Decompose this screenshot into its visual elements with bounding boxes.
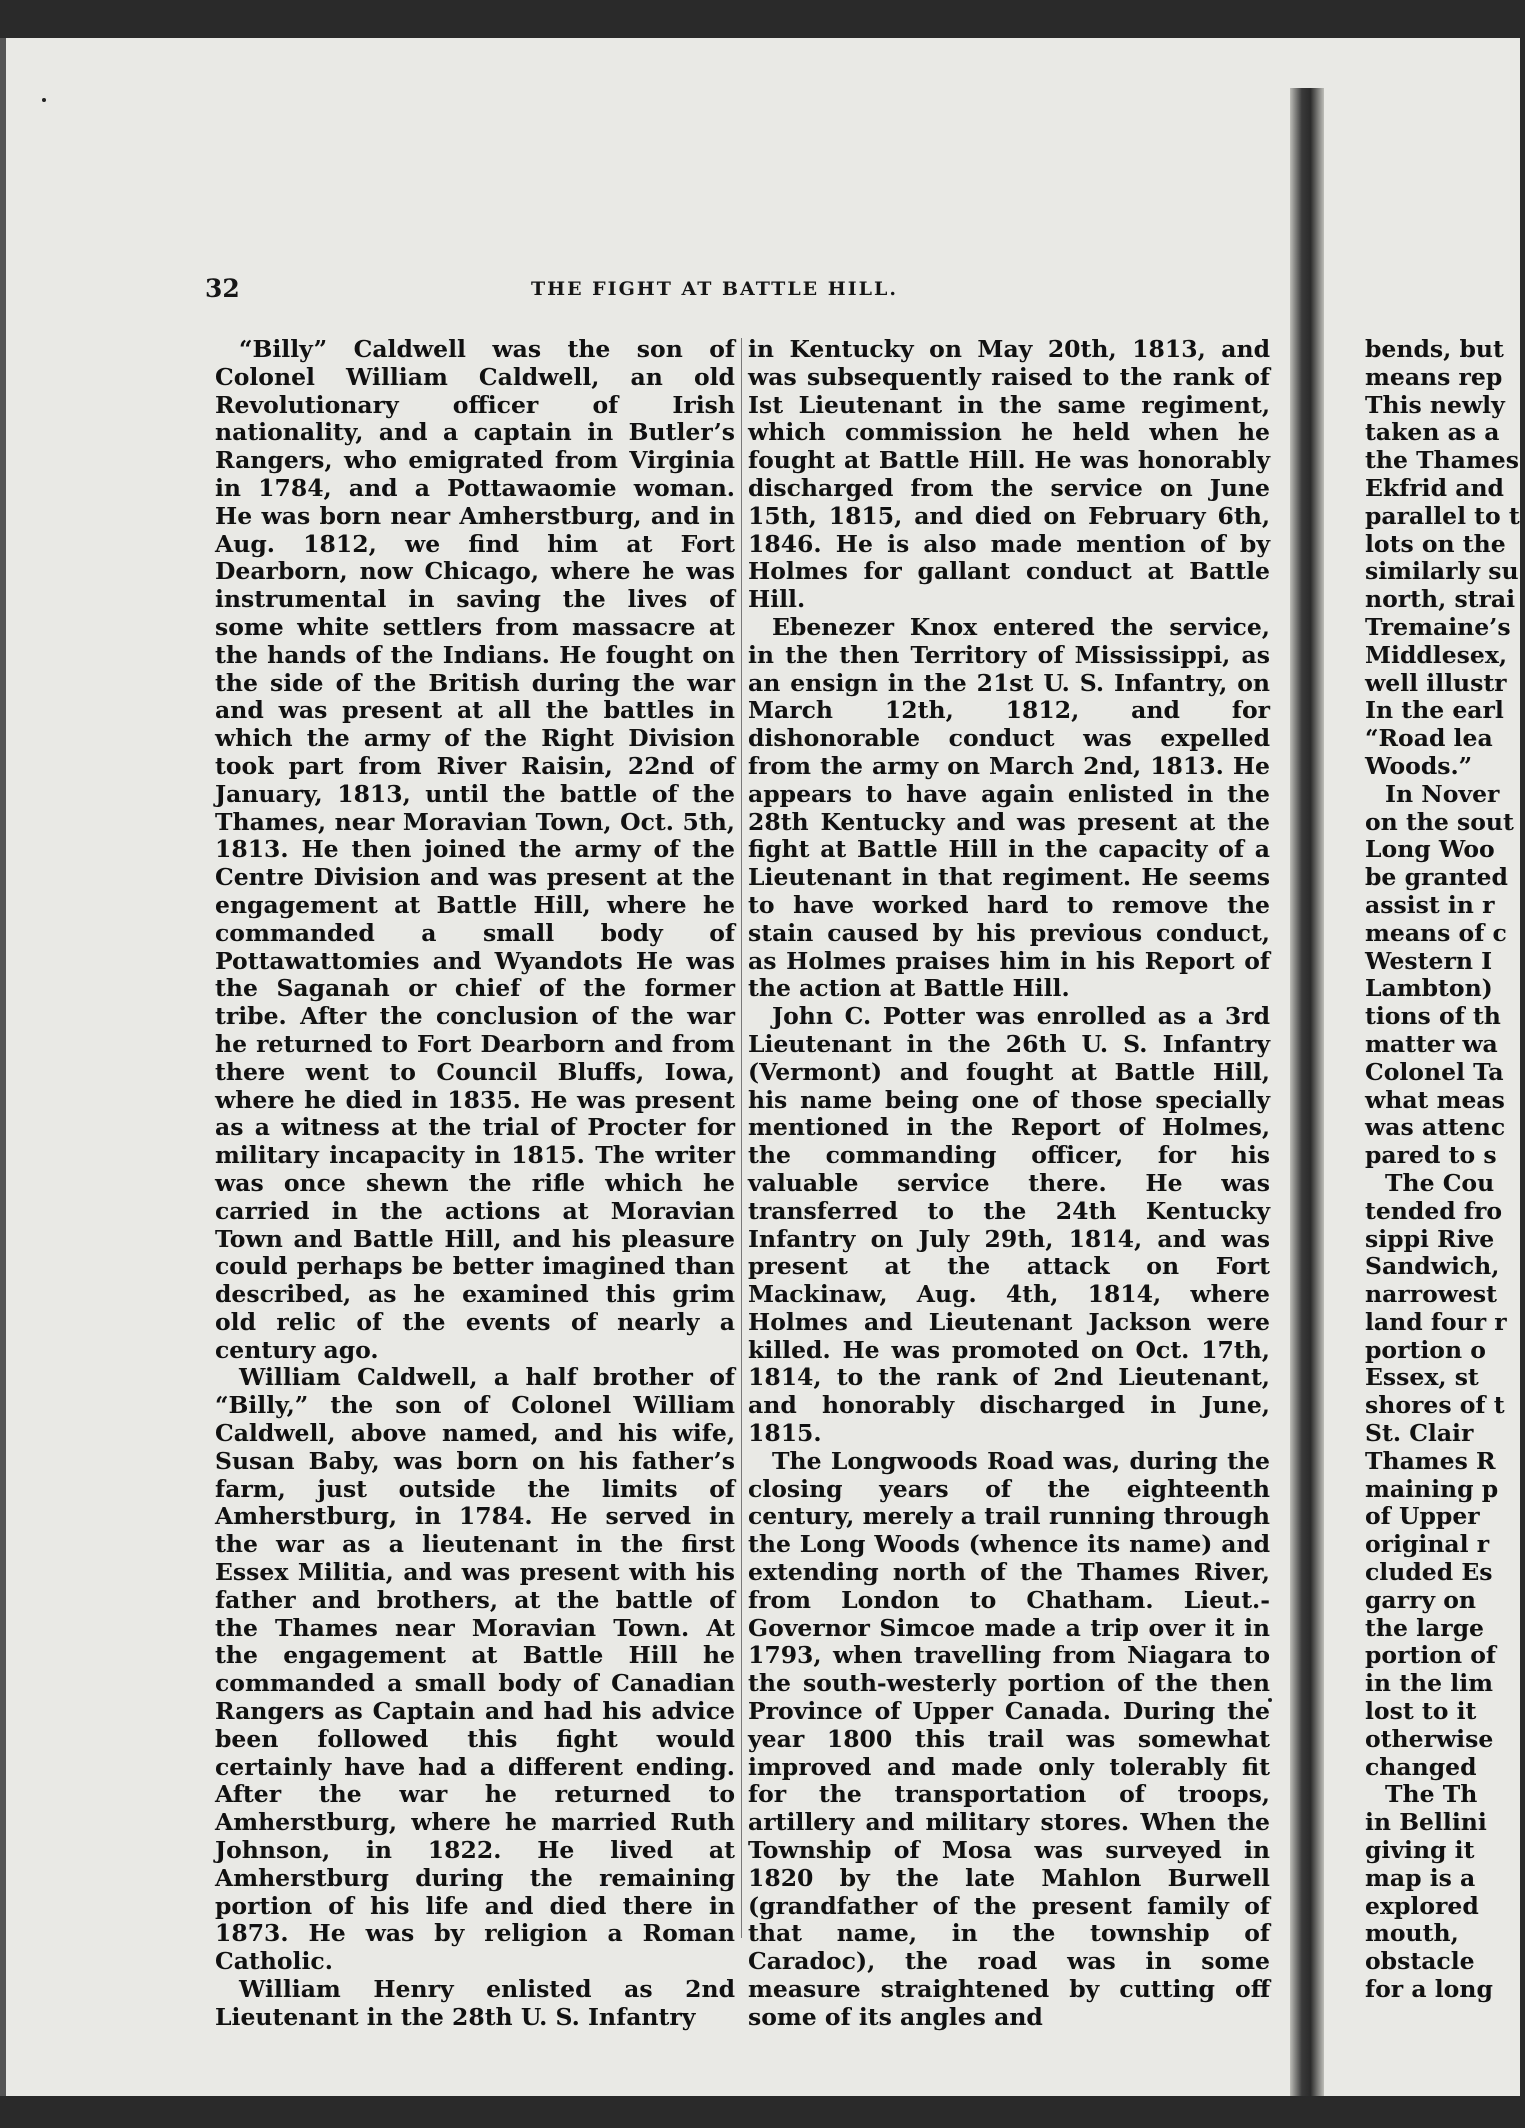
text-line-fragment: Colonel Ta xyxy=(1365,1057,1504,1086)
text-line-fragment: In Nover xyxy=(1385,779,1500,808)
scanned-page xyxy=(0,38,1520,2096)
text-line-fragment: Middlesex, xyxy=(1365,640,1508,669)
middle-column xyxy=(748,335,1270,2031)
text-line-fragment: shores of t xyxy=(1365,1391,1505,1420)
text-line-fragment: map is a xyxy=(1365,1863,1476,1892)
text-line-fragment: assist in r xyxy=(1365,890,1495,919)
text-line-fragment: tions of th xyxy=(1365,1002,1501,1031)
scan-speck xyxy=(42,98,46,102)
paragraph: “Billy” Caldwell was the son of Colonel William Caldwell, an old Revolutionary officer of Irish nationality, and a captain in Butler’s Rangers, who emigrated from Virginia in 1784, and a Pottawaomie woman. He was born near Amherstburg, and in Aug. 1812, we find him at Fort Dearborn, now Chicago, where he was instrumental in saving the lives of some white settlers from massacre at the hands of the Indians. He fought on the side of the British during the war and was present at all the battles in which the army of the Right Division took part from River Raisin, 22nd of January, 1813, until the battle of the Thames, near Moravian Town, Oct. 5th, 1813. He then joined the army of the Centre Division and was present at the engagement at Battle Hill, where he commanded a small body of Pottawattomies and Wyandots He was the Saganah or chief of the former tribe. After the conclusion of the war he returned to Fort Dearborn and from there went to Council Bluffs, Iowa, where he died in 1835. He was present as a witness at the trial of Procter for military incapacity in 1815. The writer was once shewn the rifle which he carried in the actions at Moravian Town and Battle Hill, and his pleasure could perhaps be better imagined than described, as he examined this grim old relic of the events of nearly a century ago. xyxy=(215,335,735,1364)
text-line-fragment: lots on the xyxy=(1365,529,1506,558)
text-line-fragment: maining p xyxy=(1365,1474,1499,1503)
paragraph: William Henry enlisted as 2nd Lieutenant in the 28th U. S. Infantry xyxy=(215,1975,735,2031)
text-line-fragment: changed xyxy=(1365,1752,1477,1781)
text-line-fragment: pared to s xyxy=(1365,1141,1497,1170)
text-line-fragment: the Thames xyxy=(1365,446,1519,475)
text-line-fragment: north, strai xyxy=(1365,585,1516,614)
text-line-fragment: lost to it xyxy=(1365,1697,1477,1726)
text-line-fragment: the large xyxy=(1365,1613,1484,1642)
book-spine xyxy=(1290,88,1324,2096)
page-header xyxy=(205,266,1265,306)
text-line-fragment: St. Clair xyxy=(1365,1419,1474,1448)
text-line-fragment: portion o xyxy=(1365,1335,1486,1364)
text-line-fragment: portion of xyxy=(1365,1641,1496,1670)
text-line-fragment: well illustr xyxy=(1365,668,1507,697)
text-line-fragment: Ekfrid and xyxy=(1365,473,1504,502)
text-line-fragment: in Bellini xyxy=(1365,1808,1487,1837)
right-column-fragment xyxy=(1365,335,1525,2004)
text-line-fragment: Lambton) xyxy=(1365,974,1493,1003)
text-line-fragment: bends, but xyxy=(1365,335,1504,363)
text-line-fragment: for a long xyxy=(1365,1975,1493,2004)
text-line-fragment: what meas xyxy=(1365,1085,1505,1114)
text-line-fragment: of Upper xyxy=(1365,1502,1480,1531)
text-line-fragment: sippi Rive xyxy=(1365,1224,1495,1253)
text-line-fragment: otherwise xyxy=(1365,1724,1494,1753)
paragraph: The Longwoods Road was, during the closing years of the eighteenth century, merely a trail running through the Long Woods (whence its name) and extending north of the Thames River, from London to Chatham. Lieut.-Governor Simcoe made a trip over it in 1793, when travelling from Niagara to the south-westerly portion of the then Province of Upper Canada. During the year 1800 this trail was somewhat improved and made only tolerably fit for the transportation of troops, artillery and military stores. When the Township of Mosa was surveyed in 1820 by the late Mahlon Burwell (grandfather of the present family of that name, in the township of Caradoc), the road was in some measure straightened by cutting off some of its angles and xyxy=(748,1446,1270,2031)
page-edge xyxy=(0,38,6,2096)
text-line-fragment: In the earl xyxy=(1365,696,1504,725)
text-line-fragment: narrowest xyxy=(1365,1280,1498,1309)
text-line-fragment: similarly su xyxy=(1365,557,1519,586)
text-line-fragment: Thames R xyxy=(1365,1446,1496,1475)
text-line-fragment: The Cou xyxy=(1385,1168,1495,1197)
left-column xyxy=(215,335,735,2031)
text-line-fragment: Long Woo xyxy=(1365,835,1495,864)
text-line-fragment: in the lim xyxy=(1365,1669,1493,1698)
paragraph: William Caldwell, a half brother of “Billy,” the son of Colonel William Caldwell, above named, and his wife, Susan Baby, was born on his father’s farm, just outside the limits of Amherstburg, in 1784. He served in the war as a lieutenant in the first Essex Militia, and was present with his father and brothers, at the battle of the Thames near Moravian Town. At the engagement at Battle Hill he commanded a small body of Canadian Rangers as Captain and had his advice been followed this fight would certainly have had a different ending. After the war he returned to Amherstburg, where he married Ruth Johnson, in 1822. He lived at Amherstburg during the remaining portion of his life and died there in 1873. He was by religion a Roman Catholic. xyxy=(215,1363,735,1976)
text-line-fragment: was attenc xyxy=(1365,1113,1506,1142)
text-line-fragment: Sandwich, xyxy=(1365,1252,1500,1281)
text-line-fragment: taken as a xyxy=(1365,418,1500,447)
text-line-fragment: Woods.” xyxy=(1365,751,1473,780)
page-number: 32 xyxy=(205,274,240,303)
text-line-fragment: Essex, st xyxy=(1365,1363,1479,1392)
text-line-fragment: Tremaine’s xyxy=(1365,612,1511,641)
text-line-fragment: The Th xyxy=(1385,1780,1478,1809)
text-line-fragment: This newly xyxy=(1365,390,1505,419)
text-line-fragment: “Road lea xyxy=(1365,724,1493,753)
text-line-fragment: be granted xyxy=(1365,863,1508,892)
paragraph: in Kentucky on May 20th, 1813, and was subsequently raised to the rank of Ist Lieutenant in the same regiment, which commission he held when he fought at Battle Hill. He was honorably discharged from the service on June 15th, 1815, and died on February 6th, 1846. He is also made mention of by Holmes for gallant conduct at Battle Hill. xyxy=(748,335,1270,614)
running-title: THE FIGHT AT BATTLE HILL. xyxy=(531,278,898,300)
text-line-fragment: land four r xyxy=(1365,1307,1507,1336)
text-line-fragment: original r xyxy=(1365,1530,1490,1559)
text-line-fragment: parallel to t xyxy=(1365,501,1520,530)
text-line-fragment: on the sout xyxy=(1365,807,1514,836)
text-line-fragment: garry on xyxy=(1365,1585,1477,1614)
text-line-fragment: tended fro xyxy=(1365,1196,1503,1225)
text-line-fragment: obstacle xyxy=(1365,1947,1475,1976)
text-line-fragment: means rep xyxy=(1365,362,1503,391)
text-line-fragment: cluded Es xyxy=(1365,1558,1493,1587)
text-line-fragment: giving it xyxy=(1365,1836,1475,1865)
paragraph: Ebenezer Knox entered the service, in the then Territory of Mississippi, as an ensign in the 21st U. S. Infantry, on March 12th, 1812, and for dishonorable conduct was expelled from the army on March 2nd, 1813. He appears to have again enlisted in the 28th Kentucky and was present at the fight at Battle Hill in the capacity of a Lieutenant in that regiment. He seems to have worked hard to remove the stain caused by his previous conduct, as Holmes praises him in his Report of the action at Battle Hill. xyxy=(748,612,1270,1003)
text-line-fragment: mouth, xyxy=(1365,1919,1459,1948)
text-line-fragment: explored xyxy=(1365,1891,1479,1920)
text-line-fragment: matter wa xyxy=(1365,1029,1498,1058)
text-line-fragment: means of c xyxy=(1365,918,1507,947)
paragraph: John C. Potter was enrolled as a 3rd Lieutenant in the 26th U. S. Infantry (Vermont) and fought at Battle Hill, his name being one of those specially mentioned in the Report of Holmes, the commanding officer, for his valuable service there. He was transferred to the 24th Kentucky Infantry on July 29th, 1814, and was present at the attack on Fort Mackinaw, Aug. 4th, 1814, where Holmes and Lieutenant Jackson were killed. He was promoted on Oct. 17th, 1814, to the rank of 2nd Lieutenant, and honorably discharged in June, 1815. xyxy=(748,1002,1270,1448)
text-line-fragment: Western I xyxy=(1365,946,1493,975)
column-rule xyxy=(741,338,742,1938)
